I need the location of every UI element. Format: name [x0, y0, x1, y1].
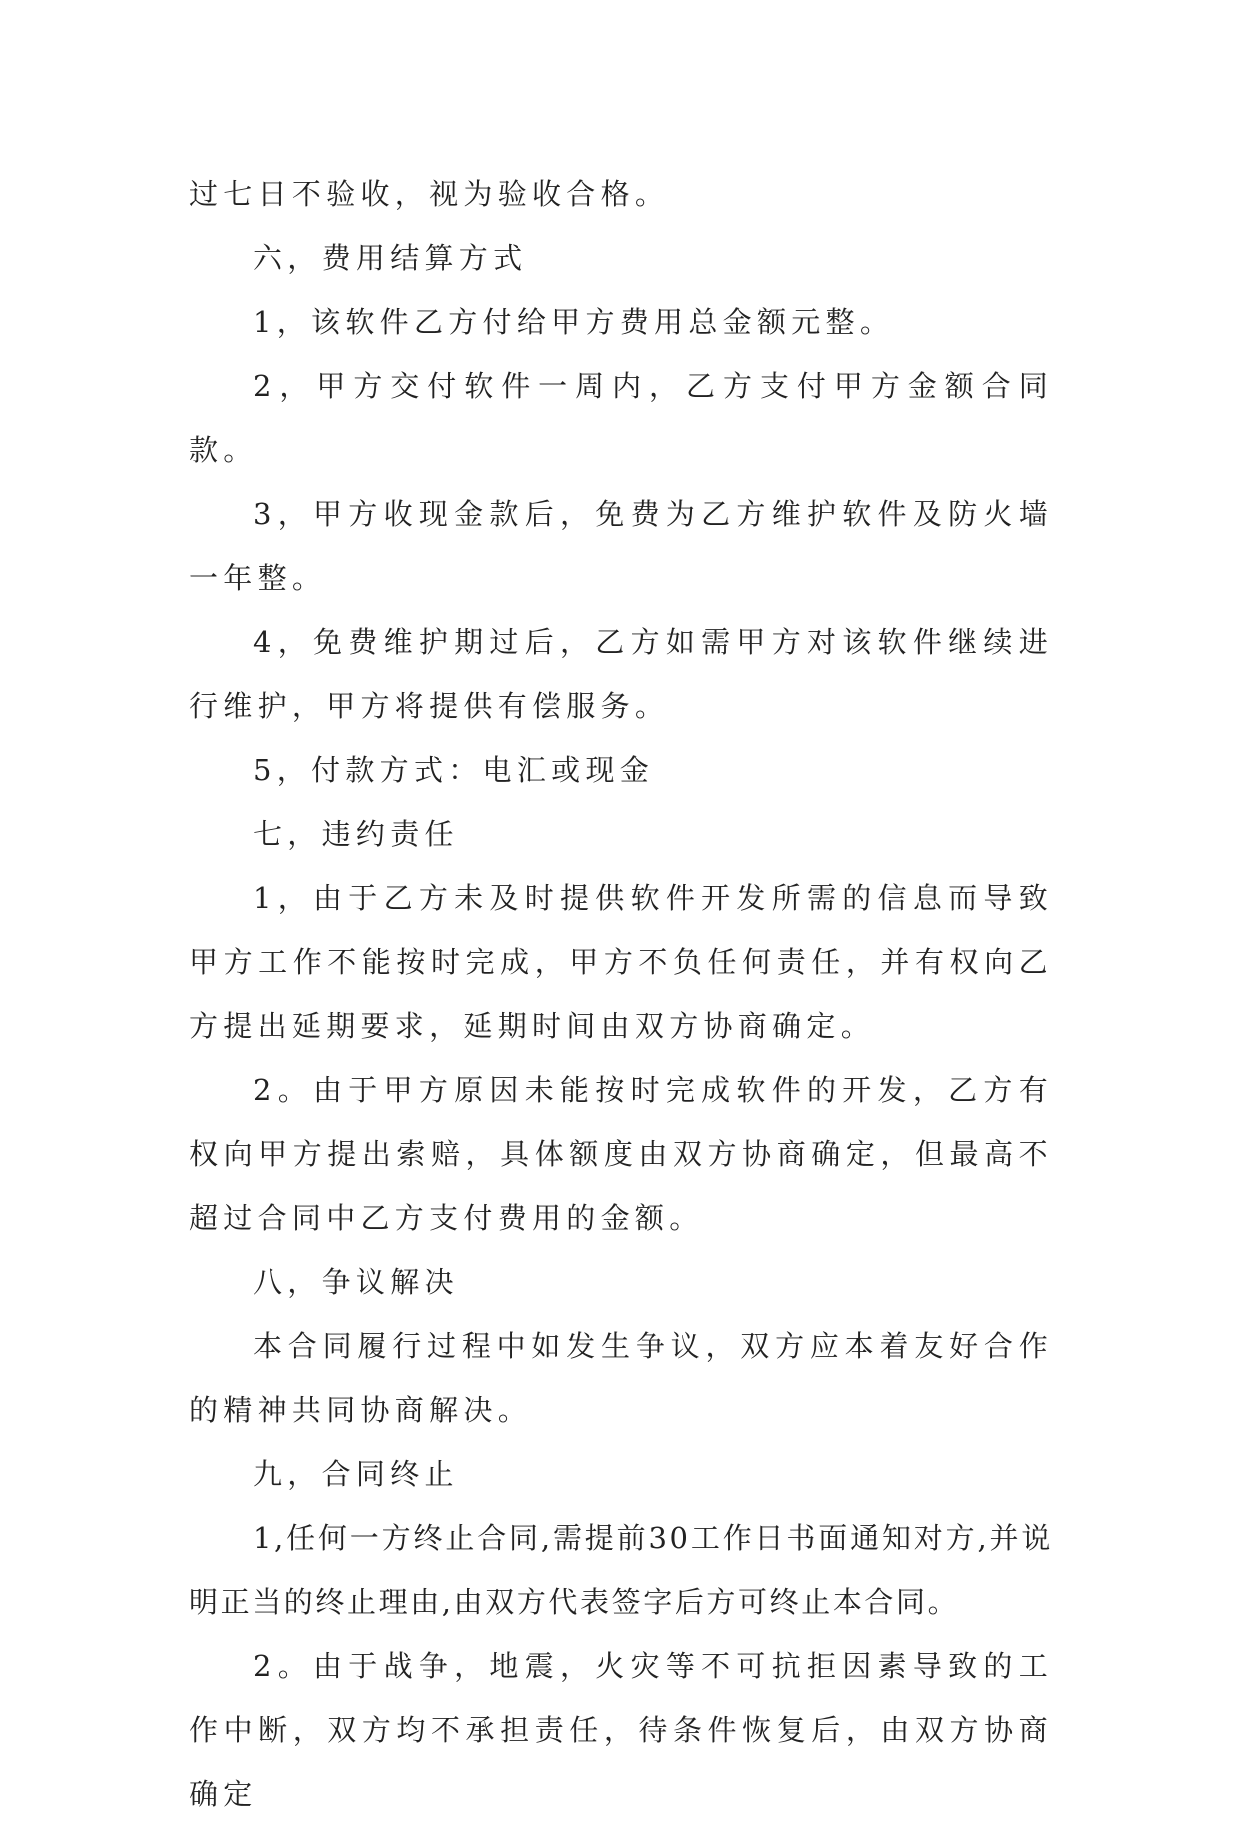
payment-clause-1: 1，该软件乙方付给甲方费用总金额元整。: [253, 305, 895, 339]
termination-clause-1: 1,任何一方终止合同,需提前30工作日书面通知对方,并说明正当的终止理由,由双方代表签字后方可终止本合同。: [189, 1521, 1053, 1619]
payment-clause-4: 4，免费维护期过后，乙方如需甲方对该软件继续进行维护，甲方将提供有偿服务。: [189, 625, 1053, 723]
payment-clause-2: 2，甲方交付软件一周内，乙方支付甲方金额合同款。: [189, 369, 1053, 467]
section-heading-liability: 七，违约责任: [253, 817, 459, 851]
section-heading-payment: 六，费用结算方式: [253, 241, 528, 275]
payment-clause-5: 5，付款方式：电汇或现金: [253, 753, 655, 787]
section-heading-termination: 九，合同终止: [253, 1457, 459, 1491]
section-heading-dispute: 八，争议解决: [253, 1265, 459, 1299]
liability-clause-1: 1，由于乙方未及时提供软件开发所需的信息而导致甲方工作不能按时完成，甲方不负任何责任，并有权向乙方提出延期要求，延期时间由双方协商确定。: [189, 881, 1053, 1043]
document-body: [189, 162, 1053, 1826]
dispute-clause: 本合同履行过程中如发生争议，双方应本着友好合作的精神共同协商解决。: [189, 1329, 1053, 1427]
liability-clause-2: 2。由于甲方原因未能按时完成软件的开发，乙方有权向甲方提出索赔，具体额度由双方协商确定，但最高不超过合同中乙方支付费用的金额。: [189, 1073, 1053, 1235]
payment-clause-3: 3，甲方收现金款后，免费为乙方维护软件及防火墙一年整。: [189, 497, 1053, 595]
termination-clause-2: 2。由于战争，地震，火灾等不可抗拒因素导致的工作中断，双方均不承担责任，待条件恢复后，由双方协商确定: [189, 1649, 1053, 1811]
paragraph-acceptance-continued: 过七日不验收，视为验收合格。: [189, 177, 670, 211]
